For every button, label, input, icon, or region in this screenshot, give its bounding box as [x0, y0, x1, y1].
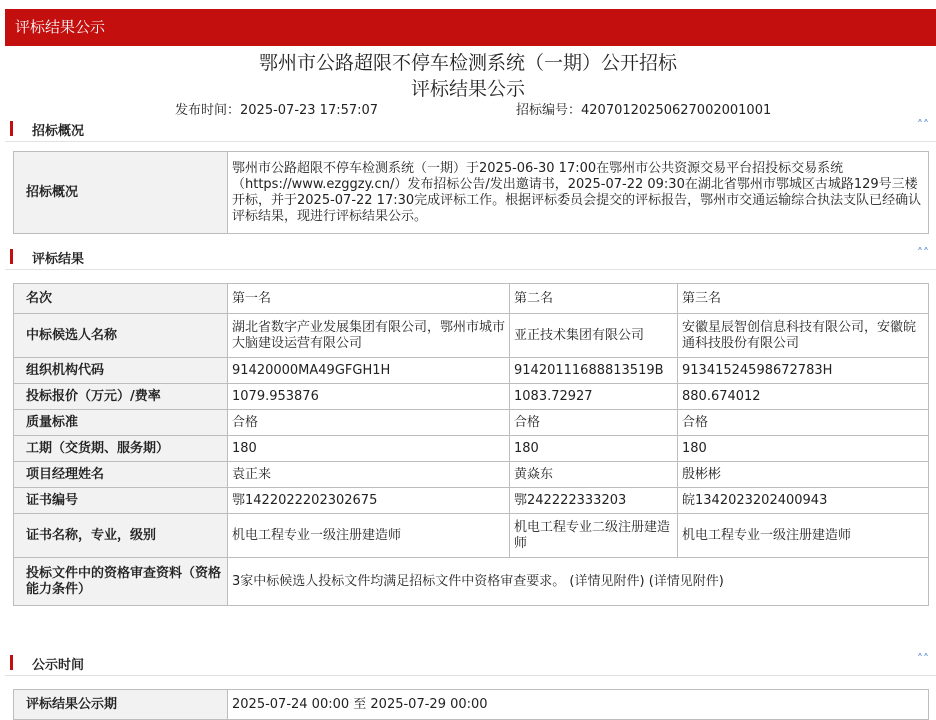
table-row — [14, 152, 929, 234]
table-cell: 鄂242222333203 — [510, 488, 678, 514]
row-label: 组织机构代码 — [14, 358, 228, 384]
row-label: 工期（交货期、服务期） — [14, 436, 228, 462]
table-cell: 袁正来 — [228, 462, 510, 488]
table-row — [14, 410, 929, 436]
table-row — [14, 690, 929, 720]
table-row — [14, 284, 929, 314]
table-cell: 1083.72927 — [510, 384, 678, 410]
row-label: 证书名称，专业，级别 — [14, 514, 228, 558]
attachment-link[interactable]: (详情见附件) — [569, 573, 645, 589]
section-marker — [10, 655, 13, 670]
table-cell: 91420111688813519B — [510, 358, 678, 384]
header-title: 评标结果公示 — [15, 18, 106, 36]
table-cell: 91341524598672783H — [678, 358, 929, 384]
table-cell: 180 — [678, 436, 929, 462]
row-label: 质量标准 — [14, 410, 228, 436]
table-cell: 第三名 — [678, 284, 929, 314]
overview-text: 鄂州市公路超限不停车检测系统（一期）于2025-06-30 17:00在鄂州市公共资源交易平台招投标交易系统（https://www.ezggzy.cn/）发布招标公告/发出邀请书，2025-07-22 09:30在湖北省鄂州市鄂城区古城路129号三楼开标，并于2025-07-22 17:30完成评标工作。根据评标委员会提交的评标报告，鄂州市交通运输综合执法支队已经确认评标结果，现进行评标结果公示。 — [228, 152, 929, 234]
table-row — [14, 514, 929, 558]
period-table — [13, 689, 929, 720]
table-cell: 1079.953876 — [228, 384, 510, 410]
tender-number: 招标编号：42070120250627002001001 — [516, 103, 772, 118]
overview-table — [13, 151, 929, 234]
table-cell: 第二名 — [510, 284, 678, 314]
section-header-period — [5, 652, 936, 676]
results-table — [13, 283, 929, 606]
table-cell: 合格 — [228, 410, 510, 436]
table-cell: 合格 — [510, 410, 678, 436]
page-title: 鄂州市公路超限不停车检测系统（一期）公开招标 — [258, 52, 677, 74]
table-cell: 180 — [228, 436, 510, 462]
table-cell: 第一名 — [228, 284, 510, 314]
period-value: 2025-07-24 00:00 至 2025-07-29 00:00 — [228, 690, 929, 720]
section-title: 评标结果 — [32, 252, 85, 267]
table-row — [14, 488, 929, 514]
row-label: 投标报价（万元）/费率 — [14, 384, 228, 410]
section-header-results — [5, 246, 936, 270]
row-label: 项目经理姓名 — [14, 462, 228, 488]
page-header-bar — [5, 9, 936, 46]
table-cell: 安徽星辰智创信息科技有限公司，安徽皖通科技股份有限公司 — [678, 314, 929, 358]
section-title: 公示时间 — [32, 658, 85, 673]
table-row — [14, 462, 929, 488]
page-subtitle: 评标结果公示 — [410, 78, 525, 100]
qualification-text: 3家中标候选人投标文件均满足招标文件中资格审查要求。 — [232, 573, 566, 589]
table-cell: 黄焱东 — [510, 462, 678, 488]
table-cell: 180 — [510, 436, 678, 462]
publish-time: 发布时间：2025-07-23 17:57:07 — [175, 103, 379, 118]
table-cell: 机电工程专业二级注册建造师 — [510, 514, 678, 558]
table-cell: 皖1342023202400943 — [678, 488, 929, 514]
row-label: 投标文件中的资格审查资料（资格能力条件） — [14, 558, 228, 606]
attachment-link[interactable]: (详情见附件) — [648, 573, 724, 589]
table-cell: 殷彬彬 — [678, 462, 929, 488]
chevron-double-up-icon[interactable]: ˄˄ — [917, 652, 929, 666]
section-title: 招标概况 — [32, 124, 85, 139]
table-cell: 机电工程专业一级注册建造师 — [228, 514, 510, 558]
overview-label: 招标概况 — [14, 152, 228, 234]
table-cell: 鄂1422022202302675 — [228, 488, 510, 514]
table-cell: 机电工程专业一级注册建造师 — [678, 514, 929, 558]
table-cell: 亚正技术集团有限公司 — [510, 314, 678, 358]
section-marker — [10, 121, 13, 136]
section-header-overview — [5, 118, 936, 142]
table-row — [14, 384, 929, 410]
qualification-cell — [228, 558, 929, 606]
table-row — [14, 314, 929, 358]
row-label: 证书编号 — [14, 488, 228, 514]
row-label: 中标候选人名称 — [14, 314, 228, 358]
table-row — [14, 558, 929, 606]
table-row — [14, 358, 929, 384]
table-cell: 湖北省数字产业发展集团有限公司，鄂州市城市大脑建设运营有限公司 — [228, 314, 510, 358]
table-row — [14, 436, 929, 462]
table-cell: 880.674012 — [678, 384, 929, 410]
section-marker — [10, 249, 13, 264]
table-cell: 合格 — [678, 410, 929, 436]
table-cell: 91420000MA49GFGH1H — [228, 358, 510, 384]
period-label: 评标结果公示期 — [14, 690, 228, 720]
chevron-double-up-icon[interactable]: ˄˄ — [917, 246, 929, 260]
row-label: 名次 — [14, 284, 228, 314]
chevron-double-up-icon[interactable]: ˄˄ — [917, 118, 929, 132]
